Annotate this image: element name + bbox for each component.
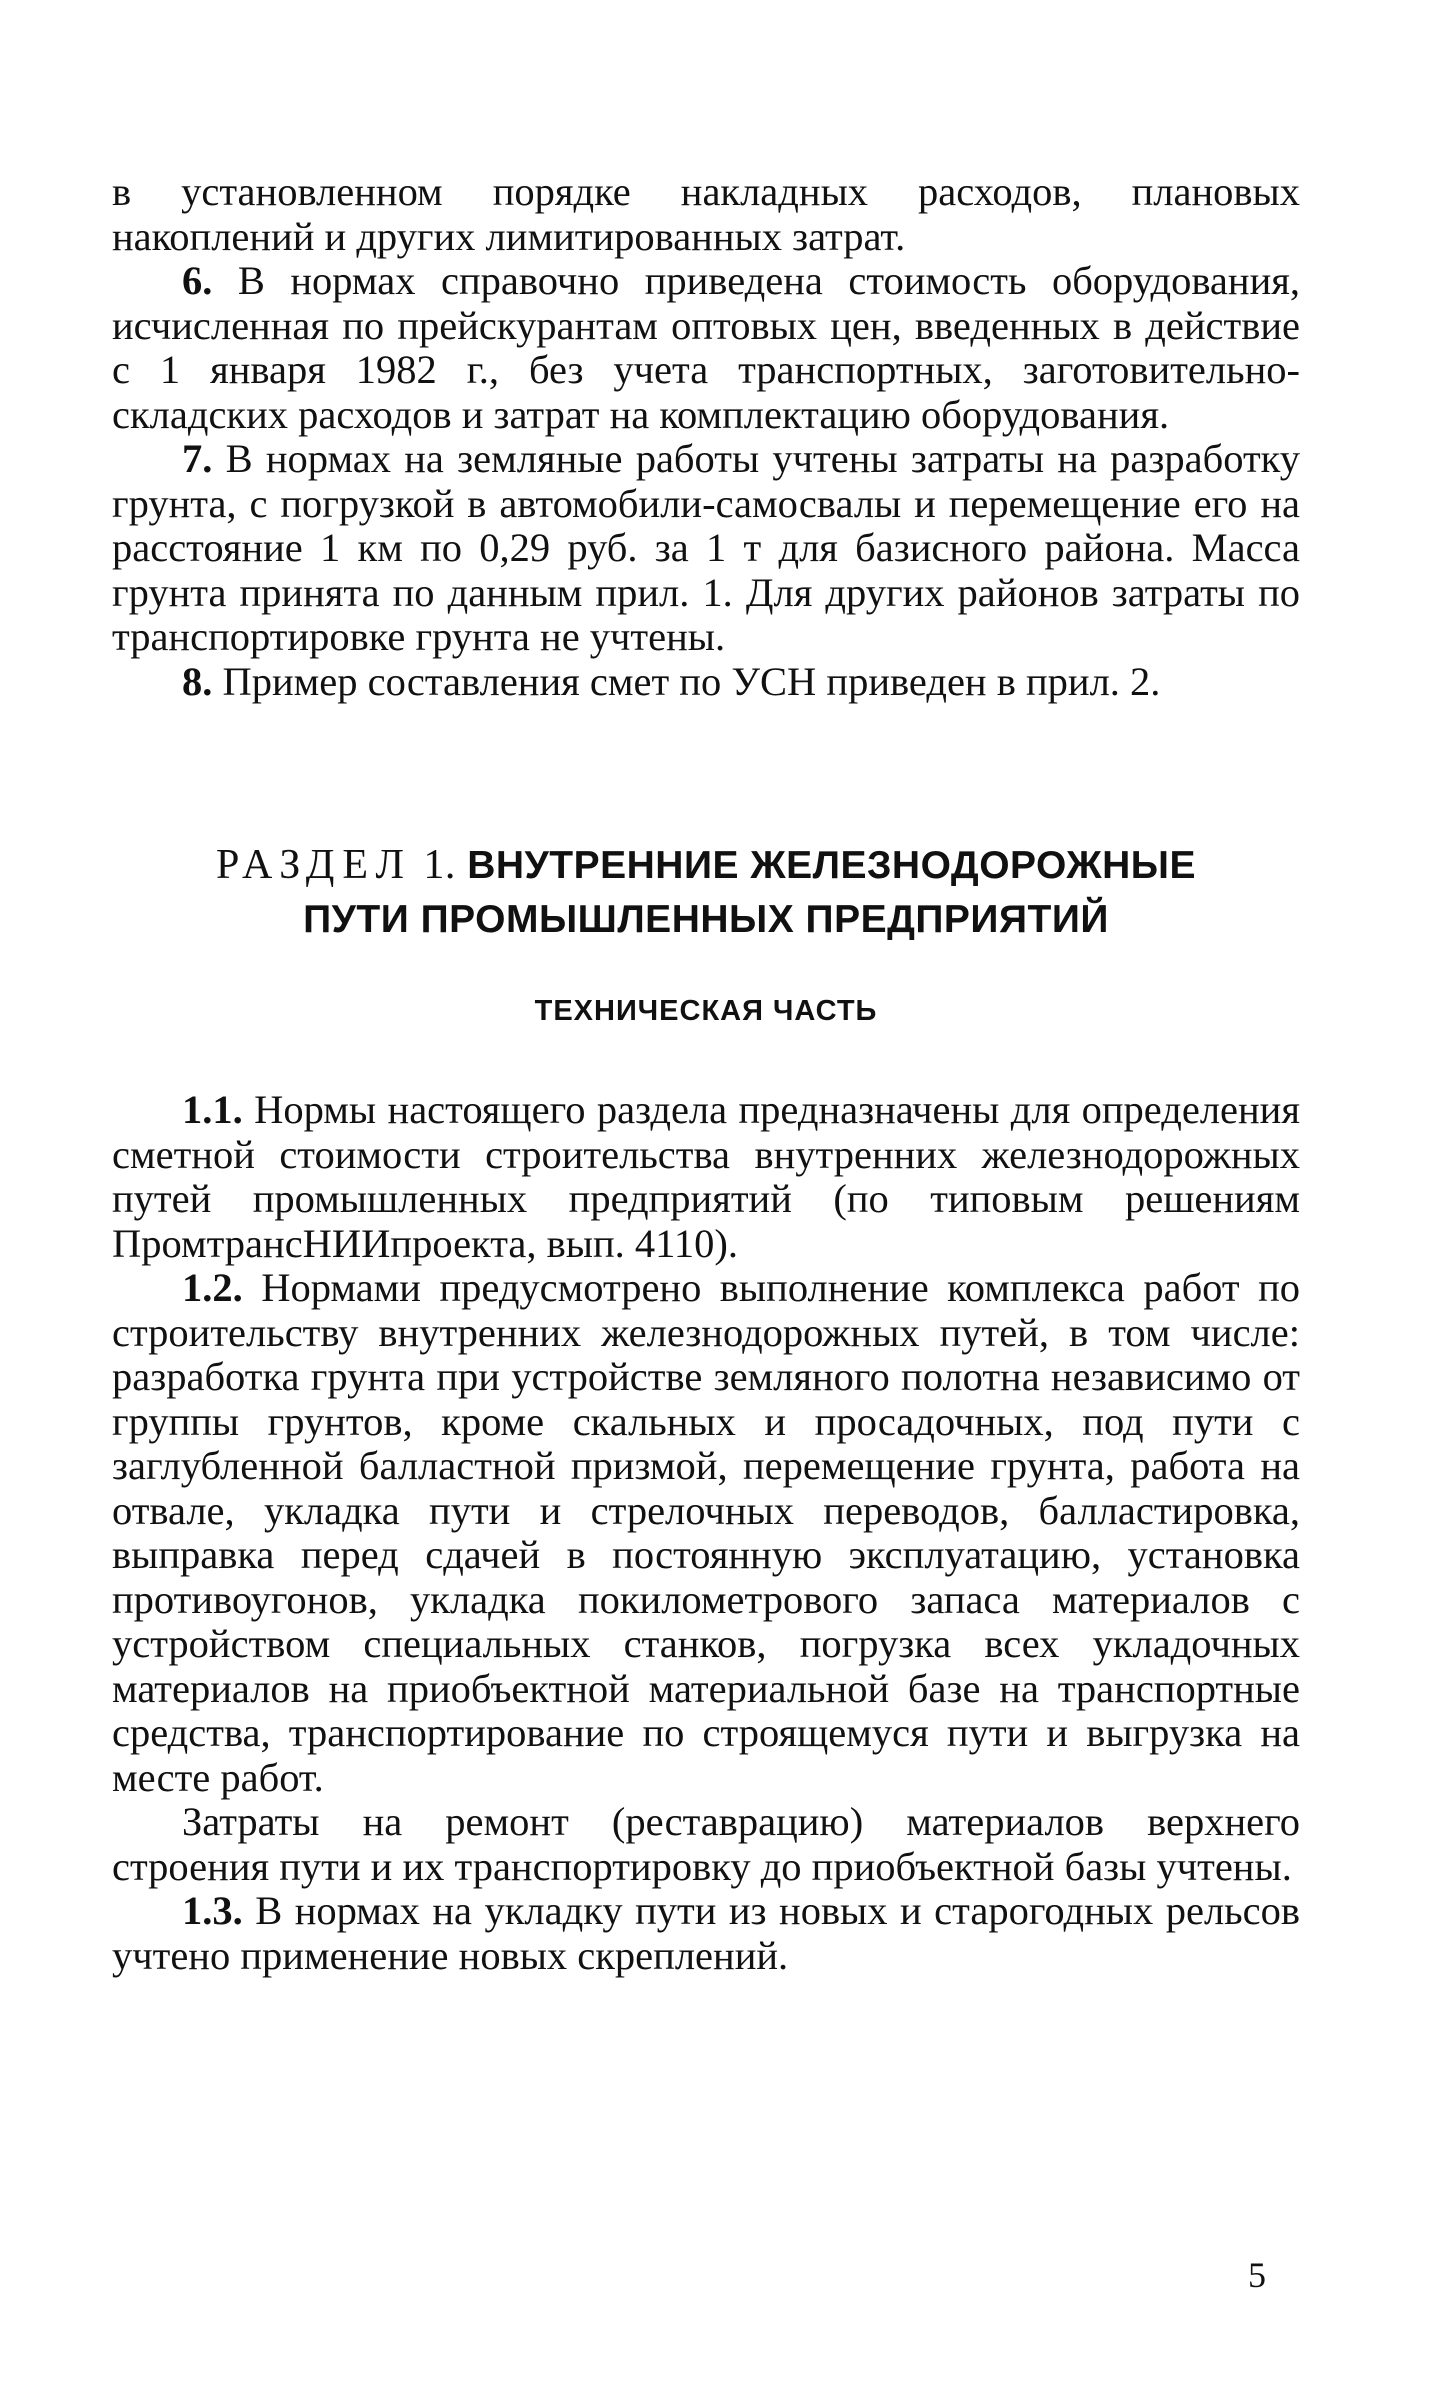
technical-part-subheading: ТЕХНИЧЕСКАЯ ЧАСТЬ	[534, 995, 878, 1027]
section-heading	[112, 838, 1300, 947]
section-heading-line-1	[112, 838, 1300, 893]
paragraph-text: Нормы настоящего раздела предназначены для определения сметной стоимости строительства внутренних железнодорожных путей промышленных предприятий (по типовым решениям ПромтрансНИИпроекта, вып. 4110).	[112, 1087, 1300, 1266]
document-page	[112, 170, 1300, 1978]
paragraph-number: 8.	[182, 658, 213, 704]
paragraph-text: в установленном порядке накладных расходов, плановых накоплений и других лимитированных затрат.	[112, 169, 1300, 259]
section-title-line-2: ПУТИ ПРОМЫШЛЕННЫХ ПРЕДПРИЯТИЙ	[303, 898, 1109, 941]
paragraph-1-3	[112, 1889, 1300, 1978]
section-word: РАЗДЕЛ	[216, 842, 413, 888]
paragraph-1-2	[112, 1266, 1300, 1800]
paragraph-7	[112, 437, 1300, 660]
paragraph-number: 6.	[182, 258, 213, 303]
paragraph-number: 1.2.	[182, 1265, 243, 1310]
section-title-line-1: ВНУТРЕННИЕ ЖЕЛЕЗНОДОРОЖНЫЕ	[467, 844, 1196, 887]
page-number: 5	[1248, 2255, 1266, 2295]
paragraph-6	[112, 259, 1300, 437]
paragraph-number: 1.3.	[182, 1888, 243, 1933]
paragraph-continuation	[112, 170, 1300, 259]
paragraph-text: Нормами предусмотрено выполнение комплекса работ по строительству внутренних железнодорожных путей, в том числе: разработка грунта при устройстве земляного полотна независимо от группы грунтов, кроме скальных и просадочных, под пути с заглубленной балластной призмой, перемещение грунта, работа на отвале, укладка пути и стрелочных переводов, балластировка, выправка перед сдачей в постоянную эксплуатацию, установка противоугонов, укладка покилометрового запаса материалов с устройством специальных станков, погрузка всех укладочных материалов на приобъектной материальной базе на транспортные средства, транспортирование по строящемуся пути и выгрузка на месте работ.	[112, 1265, 1300, 1800]
section-number: 1.	[423, 842, 456, 888]
paragraph-text: Затраты на ремонт (реставрацию) материалов верхнего строения пути и их транспортировку до приобъектной базы учтены.	[112, 1799, 1300, 1889]
paragraph-1-1	[112, 1088, 1300, 1266]
paragraph-number: 1.1.	[182, 1087, 243, 1132]
paragraph-text: В нормах на земляные работы учтены затраты на разработку грунта, с погрузкой в автомобили-самосвалы и перемещение его на расстояние 1 км по 0,29 руб. за 1 т для базисного района. Масса грунта принята по данным прил. 1. Для других районов затраты по транспортировке грунта не учтены.	[112, 436, 1300, 659]
paragraph-8	[112, 660, 1300, 705]
paragraph-1-2-continuation	[112, 1800, 1300, 1889]
paragraph-text: В нормах на укладку пути из новых и старогодных рельсов учтено применение новых скреплений.	[112, 1888, 1300, 1978]
paragraph-number: 7.	[182, 436, 213, 481]
paragraph-text: В нормах справочно приведена стоимость оборудования, исчисленная по прейскурантам оптовых цен, введенных в действие с 1 января 1982 г., без учета транспортных, заготовительно-складских расходов и затрат на комплектацию оборудования.	[112, 258, 1300, 437]
paragraph-text: Пример составления смет по УСН приведен в прил. 2.	[212, 658, 1161, 704]
